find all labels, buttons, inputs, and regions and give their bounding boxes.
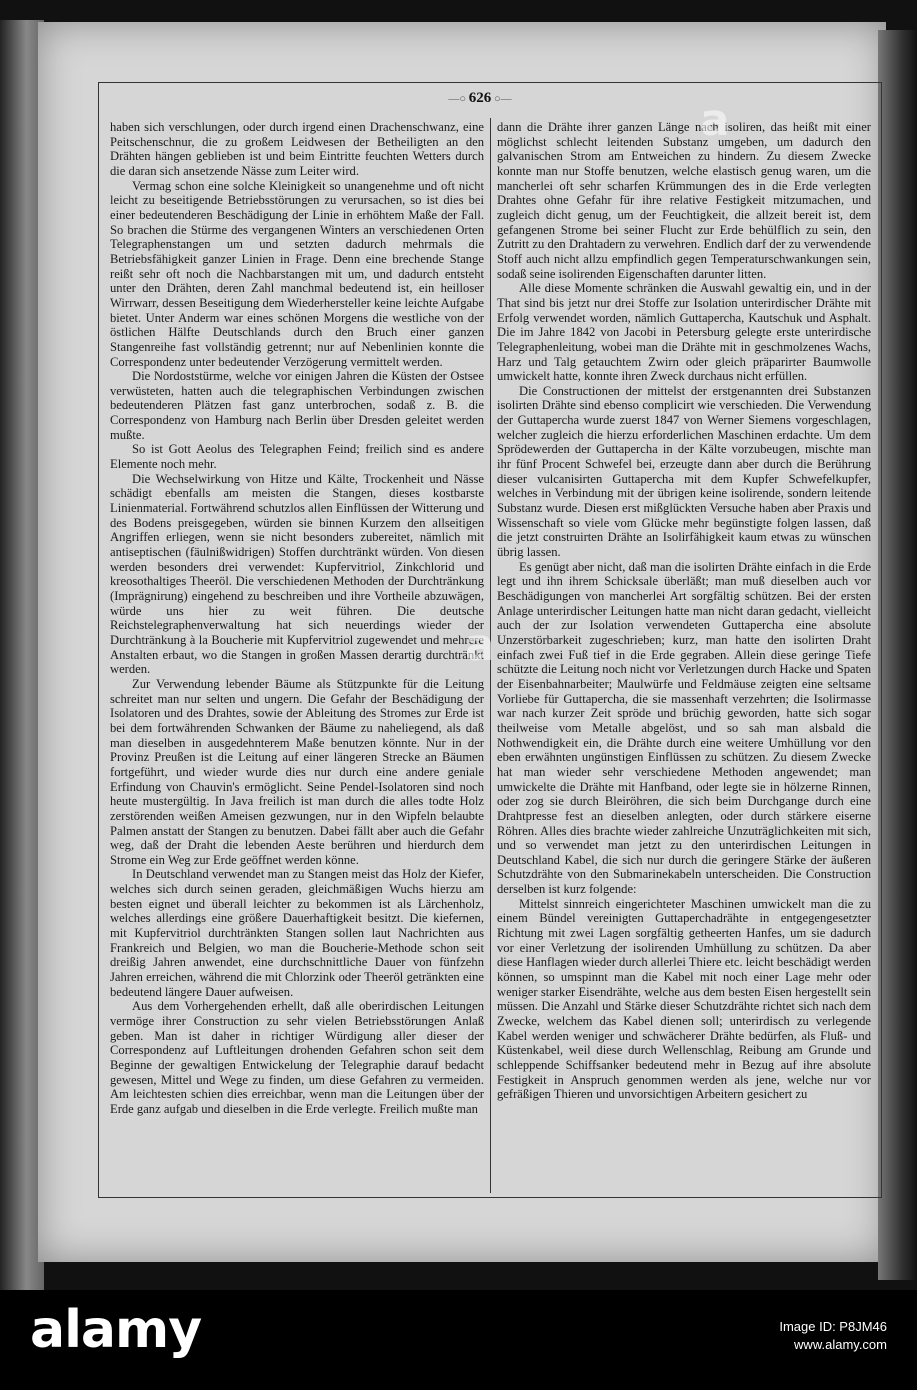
- paragraph: Die Nordoststürme, welche vor einigen Jahren die Küsten der Ostsee verwüsteten, hatten auch die telegraphischen Verbindungen zwischen bedeutenderen Plätzen fast ganz unterbrochen, sodaß z. B. die Correspondenz von Hamburg nach Berlin über Dresden geleitet werden mußte.: [110, 369, 484, 442]
- right-text-column: [497, 120, 871, 1192]
- page-number-text: 626: [468, 90, 492, 106]
- paragraph: Mittelst sinnreich eingerichteter Maschinen umwickelt man die zu einem Bündel vereinigten Guttaperchadrähte in entgegengesetzter Richtung mit zwei Lagen sorgfältig getheerten Hanfes, um sie dadurch vor einer Verletzung der isolirenden Umhüllung zu schützen. Da aber diese Hanflagen wieder durch allerlei Thiere etc. leicht beschädigt werden können, so umspinnt man die Kabel mit noch einer Lage mehr oder weniger starker Eisendrähte, welche aus dem besten Eisen hergestellt sein müssen. Die Anzahl und Stärke dieser Schutzdrähte richtet sich nach dem Zwecke, welchem das Kabel dienen soll; unterirdisch zu verlegende Kabel werden weniger und schwächerer Drähte bedürfen, als Fluß- und Küstenkabel, weil diese durch Wellenschlag, Reibung am Grunde und schleppende Schiffsanker bedeutend mehr in Bezug auf ihre absolute Festigkeit in Anspruch genommen werden als jene, welche nur vor gefräßigen Thieren und unvorsichtigen Arbeitern gesichert zu: [497, 896, 871, 1102]
- page-stack-edge: [878, 30, 917, 1280]
- watermark-info: [779, 1318, 887, 1354]
- watermark-url: www.alamy.com: [794, 1337, 887, 1352]
- paragraph: In Deutschland verwendet man zu Stangen meist das Holz der Kiefer, welches sich durch seinen geraden, gleichmäßigen Wuchs hierzu am besten eignet und überall leichter zu bekommen ist als Lärchenholz, welches allerdings eine größere Dauerhaftigkeit besitzt. Die kiefernen, mit Kupfervitriol durchtränkten Stangen sollen laut Nachrichten aus Frankreich und Belgien, wo man die Boucherie-Methode schon seit dreißig Jahren anwendet, eine durchschnittliche Dauer von fünfzehn Jahren erreichen, während die mit Chlorzink oder Theeröl getränkten eine bedeutend längere Dauer aufweisen.: [110, 867, 484, 999]
- watermark-ghost: a: [465, 620, 495, 671]
- left-text-column: [110, 120, 484, 1192]
- paragraph: Vermag schon eine solche Kleinigkeit so unangenehme und oft nicht leicht zu beseitigende Betriebsstörungen zu verursachen, so ist dies bei einer bedeutenderen Beschädigung der Linie in erhöhtem Maße der Fall. So brachen die Stürme des vergangenen Winters an verschiedenen Orten Telegraphenstangen um und setzten dadurch mehrmals die Betriebsfähigkeit ganzer Linien in Frage. Denn eine brechende Stange reißt sehr oft noch die Nachbarstangen mit um, und dadurch entsteht unter den Drähten, deren Zahl manchmal bedeutend ist, ein heilloser Wirrwarr, dessen Beseitigung dem Wiederhersteller keine leichte Aufgabe bietet. Unter Anderm war eines schönen Morgens die westliche von der östlichen Hälfte Deutschlands durch den Bruch einer ganzen Stangenreihe fast vollständig getrennt; nur auf Nebenlinien konnte die Correspondenz unter bedeutender Verzögerung vermittelt werden.: [110, 178, 484, 369]
- watermark-ghost: a: [700, 95, 730, 146]
- paragraph: Zur Verwendung lebender Bäume als Stützpunkte für die Leitung schreitet man nur selten und ungern. Die Gefahr der Beschädigung der Isolatoren und des Drahtes, sowie der Ableitung des Stromes zur Erde ist bei dem fortwährenden Schwanken der Bäume zu naheliegend, als daß man dieselben in ausgedehnterem Maße benutzen könnte. Nur in der Provinz Preußen ist die Leitung auf einer längeren Strecke an Bäumen fortgeführt, und wieder wurde dies nur durch eine andere geniale Erfindung von Chauvin's ermöglicht. Seine Pendel-Isolatoren sind noch heute mustergültig. In Java freilich ist man durch die alles todte Holz zerstörenden weißen Ameisen gezwungen, nur in den Wipfeln belaubte Palmen anstatt der Stangen zu benutzen. Dabei fällt aber auch die Gefahr weg, daß der Draht die lebenden Aeste berühren und hierdurch dem Strome ein Weg zur Erde geöffnet werden könne.: [110, 676, 484, 867]
- paragraph: Es genügt aber nicht, daß man die isolirten Drähte einfach in die Erde legt und ihn ihrem Schicksale überläßt; man muß dieselben auch vor Beschädigungen von mancherlei Art sorgfältig schützen. Bei der ersten Anlage unterirdischer Leitungen hatte man nicht daran gedacht, vielleicht auch der zur Isolation verwendeten Guttapercha eine absolute Unzerstörbarkeit zugeschrieben; kurz, man hatte den isolirten Draht einfach zwei Fuß tief in die Erde gegraben. Allein diese geringe Tiefe schützte die Leitung noch nicht vor Verletzungen durch Hacke und Spaten der Eisenbahnarbeiter; Maulwürfe und Feldmäuse zeigten eine seltsame Vorliebe für Guttapercha, die sie massenhaft verzehrten; die Isolirmasse war nach kurzer Zeit spröde und brüchig geworden, hatte sich sogar theilweise vom Metalle abgelöst, und so sah man alsbald die Nothwendigkeit ein, die Drähte durch eine weitere Umhüllung vor den eben erwähnten ungünstigen Einflüssen zu schützen. Zu diesem Zwecke hat man wieder sehr verschiedene Methoden angewendet; man umwickelte die Drähte mit Hanfband, oder legte sie in hölzerne Rinnen, oder zog sie durch Bleiröhren, die sich beim Durchgange durch eine Drahtpresse fest an dieselben anlegten, oder durch stärkere eiserne Röhren. Alles dies brachte wieder zahlreiche Unzuträglichkeiten mit sich, und so verwendet man jetzt zu den unterirdischen Leitungen in Deutschland Kabel, die sich nur durch die geringere Stärke der äußeren Schutzdrähte von den Submarinekabeln unterscheiden. Die Construction derselben ist kurz folgende:: [497, 559, 871, 897]
- paragraph: So ist Gott Aeolus des Telegraphen Feind; freilich sind es andere Elemente noch mehr.: [110, 442, 484, 472]
- paragraph: Die Wechselwirkung von Hitze und Kälte, Trockenheit und Nässe schädigt ebenfalls am meisten die Stangen, dieses kostbarste Linienmaterial. Fortwährend schutzlos allen Einflüssen der Witterung und des Bodens preisgegeben, würden sie binnen Kurzem den allseitigen Angriffen erliegen, wenn sie nicht besonders zubereitet, nämlich mit antiseptischen (fäulnißwidrigen) Stoffen durchtränkt würden. Von diesen werden besonders drei verwendet: Kupfervitriol, Zinkchlorid und kreosothaltiges Theeröl. Die verschiedenen Methoden der Durchtränkung (Imprägnirung) eingehend zu beschreiben und ihre Vortheile abzuwägen, würde uns hier zu weit führen. Die deutsche Reichstelegraphenverwaltung hat sich neuerdings wieder der Durchtränkung à la Boucherie mit Kupfervitriol zugewendet und mehrere Anstalten erbaut, wo die Stangen in großen Massen derartig durchtränkt werden.: [110, 471, 484, 677]
- paragraph: dann die Drähte ihrer ganzen Länge nach isoliren, das heißt mit einer möglichst schlecht leitenden Substanz umgeben, um dadurch den galvanischen Strom am Entweichen zu hindern. Zu diesem Zwecke konnte man nur Stoffe benutzen, welche elastisch genug waren, um die mancherlei oft sehr scharfen Krümmungen des in die Erde verlegten Drahtes ohne Gefahr für ihre relative Festigkeit mitzumachen, und zugleich dicht genug, um der Feuchtigkeit, die allzeit bereit ist, dem gefangenen Strome bei seiner Flucht zur Erde behülflich zu sein, den Zutritt zu den Drahtadern zu verwehren. Endlich darf der zu verwendende Stoff auch nicht allzu empfindlich gegen Temperaturschwankungen sein, sodaß seine isolirenden Eigenschaften darunter litten.: [497, 120, 871, 281]
- paragraph: Aus dem Vorhergehenden erhellt, daß alle oberirdischen Leitungen vermöge ihrer Construction zu sehr vielen Betriebsstörungen Anlaß geben. Man ist daher in richtiger Würdigung aller dieser der Correspondenz auf Luftleitungen drohenden Gefahren schon seit dem Beginne der gewaltigen Entwickelung der Telegraphie darauf bedacht gewesen, Mittel und Wege zu finden, um diese Gefahren zu vermeiden. Am leichtesten schien dies erreichbar, wenn man die Leitungen über der Erde ganz aufgab und dieselben in die Erde verlegte. Freilich mußte man: [110, 999, 484, 1116]
- paragraph: Alle diese Momente schränken die Auswahl gewaltig ein, und in der That sind bis jetzt nur drei Stoffe zur Isolation unterirdischer Drähte mit Erfolg verwendet worden, nämlich Guttapercha, Kautschuk und Asphalt. Die im Jahre 1842 von Jacobi in Petersburg gelegte erste unterirdische Telegraphenleitung, wobei man die Drähte mit in geschmolzenes Wachs, Harz und Talg getauchtem Zwirn oder gleich präparirter Baumwolle umwickelt hatte, konnte ihren Zweck durchaus nicht erfüllen.: [497, 281, 871, 384]
- page-number: —○ 626 ○—: [448, 90, 512, 106]
- image-id: Image ID: P8JM46: [779, 1319, 887, 1334]
- alamy-logo: alamy: [30, 1300, 202, 1360]
- paragraph: Die Constructionen der mittelst der erstgenannten drei Substanzen isolirten Drähte sind ebenso complicirt wie verschieden. Die Verwendung der Guttapercha wurde zuerst 1847 von Werner Siemens vorgeschlagen, welcher zugleich die hierzu erforderlichen Maschinen erdachte. Um dem Sprödewerden der Guttapercha in der Kälte vorzubeugen, mischte man ihr fünf Procent Schwefel bei, erzeugte dann aber durch die Berührung dieser vulcanisirten Guttapercha mit dem Kupfer Schwefelkupfer, welches in Verbindung mit der übrigen keine isolirende, sondern leitende Substanz wurde. Diesen erst mißglückten Versuche haben aber Praxis und Wissenschaft so viele vom Glücke mehr begünstigte folgen lassen, daß die jetzt construirten Drähte an Isolirfähigkeit kaum etwas zu wünschen übrig lassen.: [497, 383, 871, 560]
- paragraph: haben sich verschlungen, oder durch irgend einen Drachenschwanz, eine Peitschenschnur, die zu großem Leidwesen der Betheiligten an den Drähten hängen geblieben ist und beim Eintritte feuchten Wetters durch die daran sich ansetzende Nässe zum Leiter wird.: [110, 120, 484, 178]
